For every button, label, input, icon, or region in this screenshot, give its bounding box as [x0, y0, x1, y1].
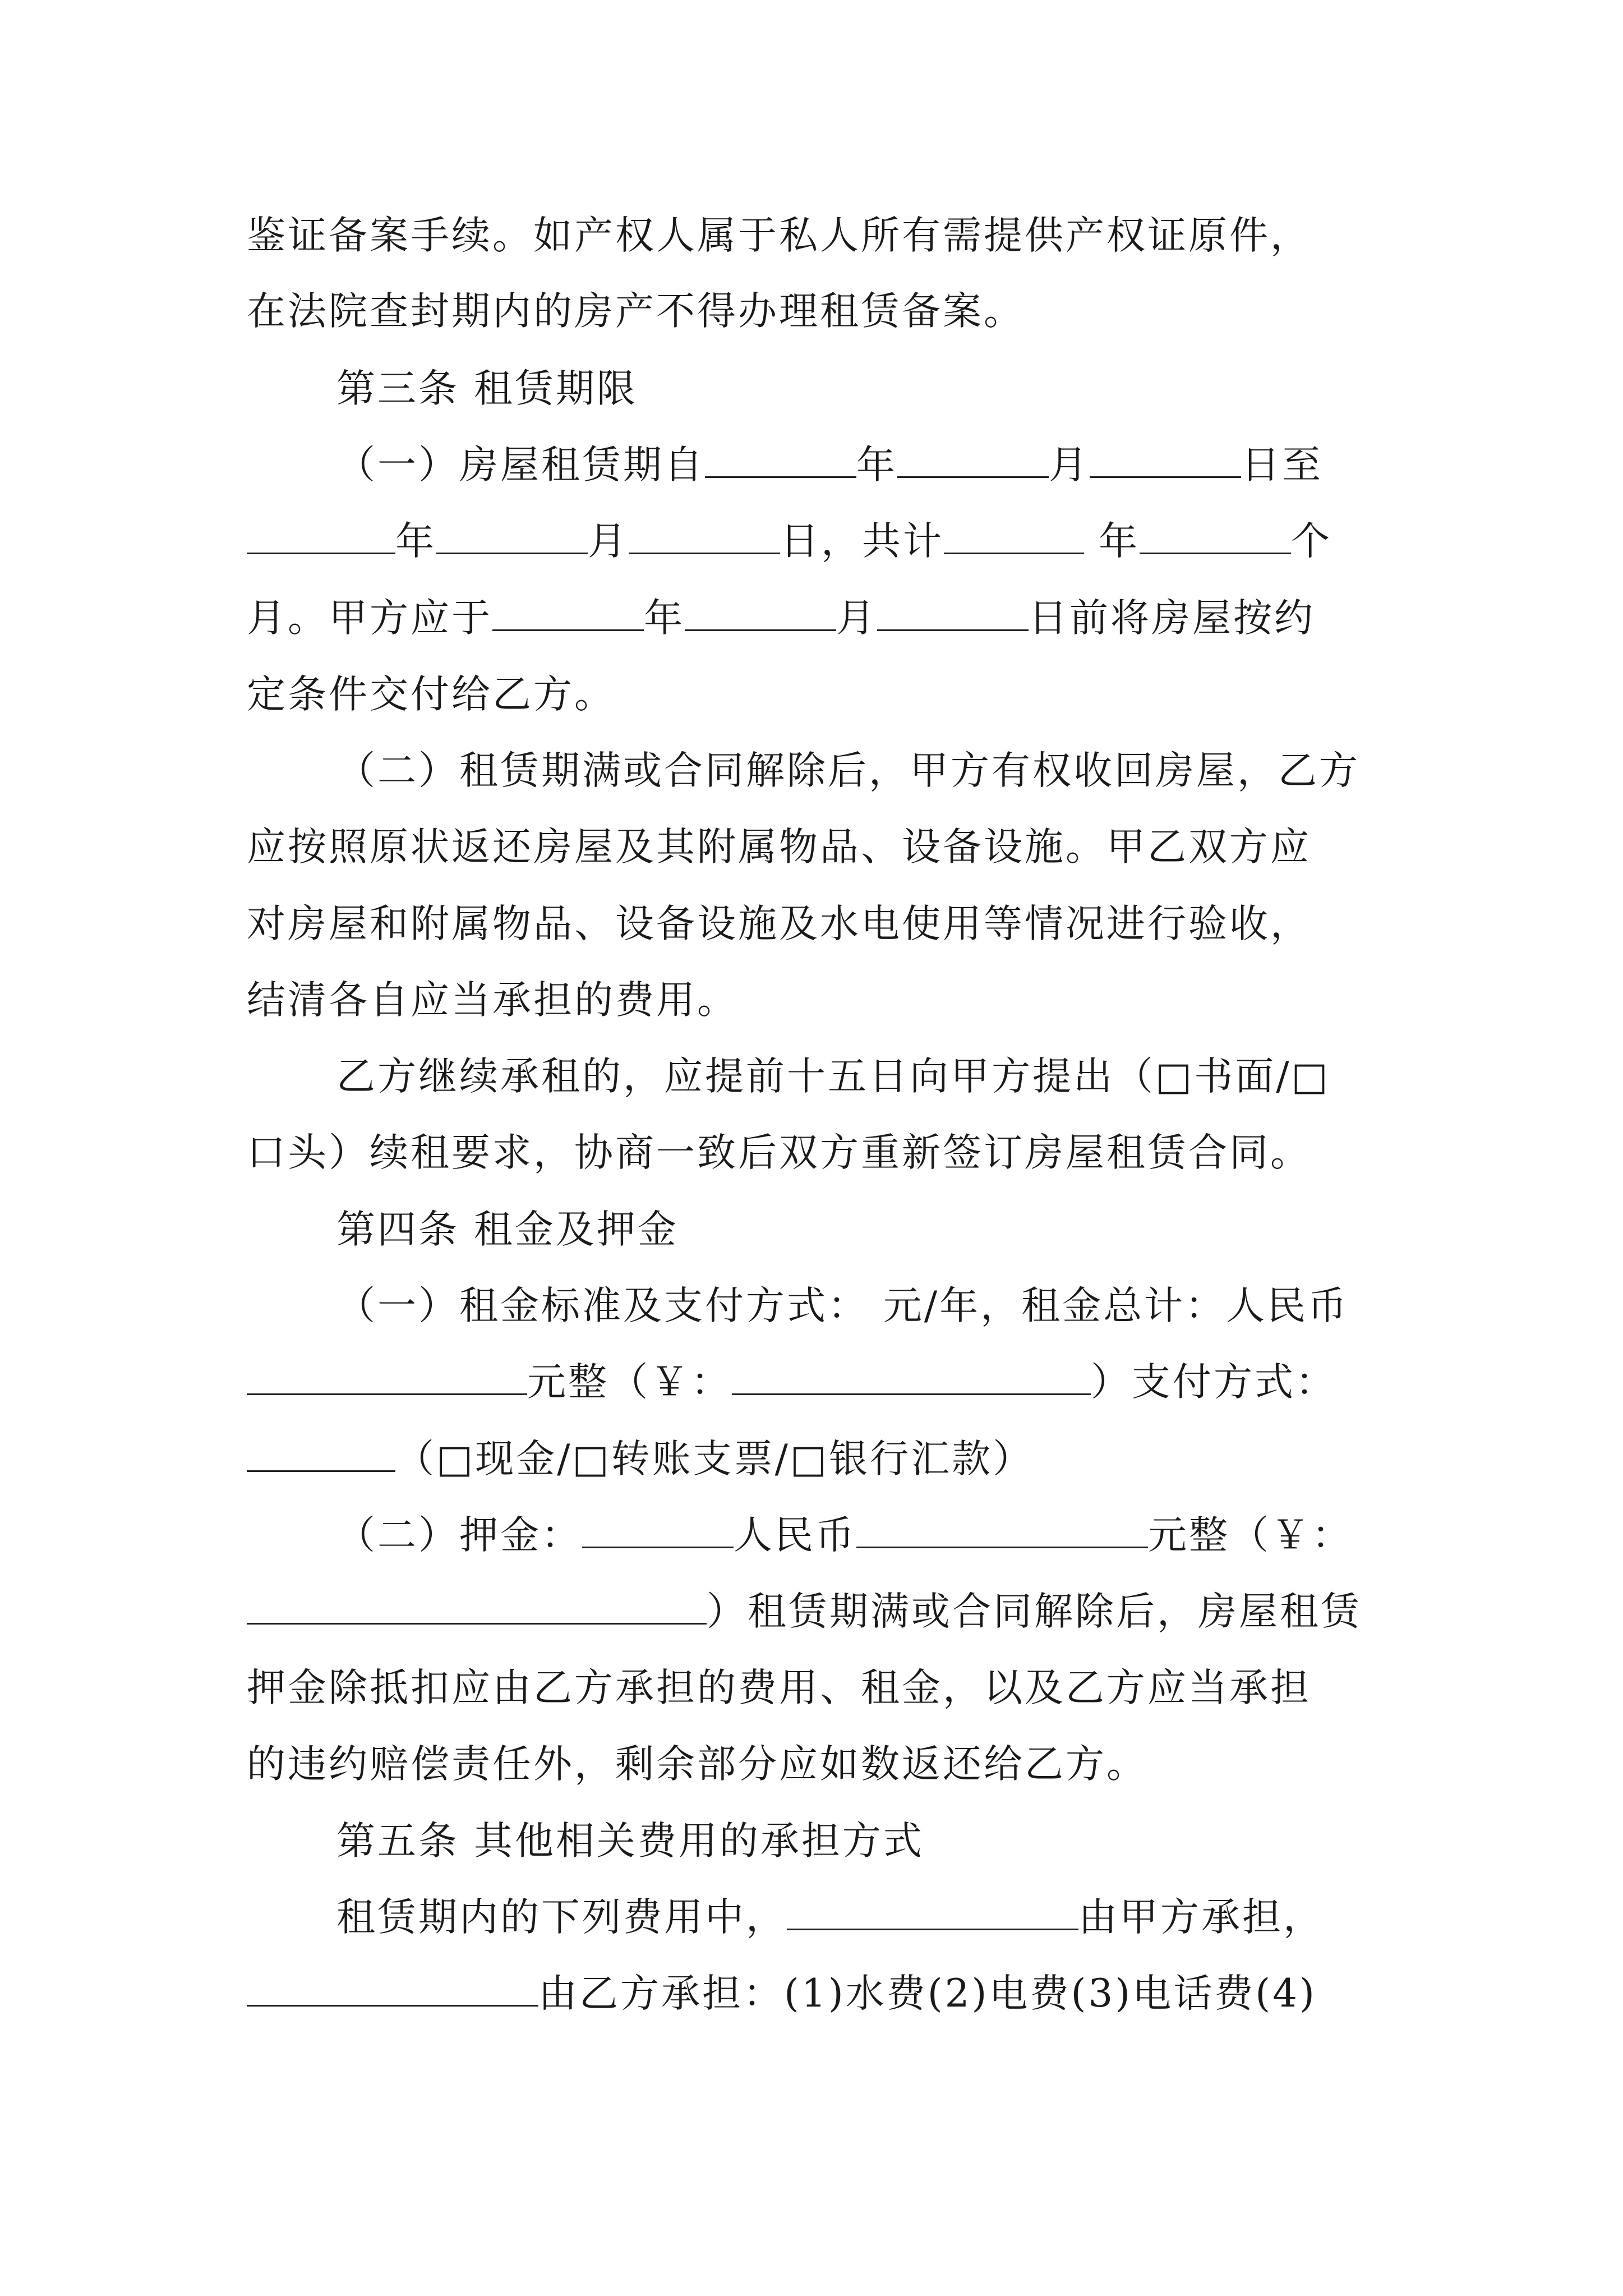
blank-field[interactable] — [582, 1513, 734, 1548]
blank-field[interactable] — [732, 1360, 1091, 1395]
blank-field[interactable] — [705, 443, 856, 478]
lease-term-line-3: 月。甲方应于 年 月 日前将房屋按约 — [247, 596, 1315, 641]
blank-field[interactable] — [247, 1360, 527, 1395]
blank-field[interactable] — [492, 596, 644, 631]
fees-line-1: 租赁期内的下列费用中， 由甲方承担， — [336, 1895, 1324, 1940]
blank-field[interactable] — [247, 519, 395, 554]
blank-field[interactable] — [1090, 443, 1241, 478]
blank-field[interactable] — [247, 1437, 395, 1472]
return-clause-line-4: 结清各自应当承担的费用。 — [247, 978, 738, 1023]
blank-field[interactable] — [877, 596, 1029, 631]
article-5-heading: 第五条 其他相关费用的承担方式 — [336, 1819, 924, 1864]
deposit-line-1: （二）押金： 人民币 元整（￥： — [336, 1513, 1353, 1558]
paragraph-line-2: 在法院查封期内的房产不得办理租赁备案。 — [247, 289, 1025, 334]
lease-term-line-4: 定条件交付给乙方。 — [247, 672, 615, 717]
blank-field[interactable] — [247, 1589, 707, 1625]
article-3-heading: 第三条 租赁期限 — [336, 366, 638, 411]
blank-field[interactable] — [787, 1895, 1078, 1930]
deposit-line-2: ）租赁期满或合同解除后，房屋租赁 — [247, 1586, 1362, 1637]
blank-field[interactable] — [247, 1971, 538, 2007]
deposit-line-4: 的违约赔偿责任外，剩余部分应如数返还给乙方。 — [247, 1742, 1147, 1787]
blank-field[interactable] — [436, 519, 588, 554]
return-clause-line-2: 应按照原状返还房屋及其附属物品、设备设施。甲乙双方应 — [247, 825, 1311, 869]
blank-field[interactable] — [1140, 519, 1291, 554]
renewal-clause-line-2: 口头）续租要求，协商一致后双方重新签订房屋租赁合同。 — [247, 1130, 1311, 1175]
rent-line-1: （一）租金标准及支付方式： 元/年，租金总计：人民币 — [336, 1283, 1349, 1328]
lease-term-line-1: （一）房屋租赁期自 年 月 日至 — [336, 443, 1323, 487]
fees-line-2: 由乙方承担：(1)水费(2)电费(3)电话费(4) — [247, 1968, 1317, 2019]
rent-line-3: （□现金/□转账支票/□银行汇款） — [247, 1434, 1034, 1484]
deposit-line-3: 押金除抵扣应由乙方承担的费用、租金，以及乙方应当承担 — [247, 1665, 1311, 1710]
article-4-heading: 第四条 租金及押金 — [336, 1207, 679, 1252]
lease-term-line-2: 年 月 日，共计 年 个 — [247, 516, 1332, 567]
blank-field[interactable] — [897, 443, 1049, 478]
rent-line-2: 元整（￥： ）支付方式： — [247, 1357, 1336, 1407]
renewal-clause-line-1: 乙方继续承租的，应提前十五日向甲方提出（□书面/□ — [336, 1054, 1330, 1099]
return-clause-line-1: （二）租赁期满或合同解除后，甲方有权收回房屋，乙方 — [336, 748, 1360, 793]
blank-field[interactable] — [856, 1513, 1148, 1548]
blank-field[interactable] — [685, 596, 836, 631]
paragraph-line-1: 鉴证备案手续。如产权人属于私人所有需提供产权证原件， — [247, 213, 1311, 258]
blank-field[interactable] — [944, 519, 1084, 554]
return-clause-line-3: 对房屋和附属物品、设备设施及水电使用等情况进行验收， — [247, 901, 1311, 946]
blank-field[interactable] — [629, 519, 780, 554]
